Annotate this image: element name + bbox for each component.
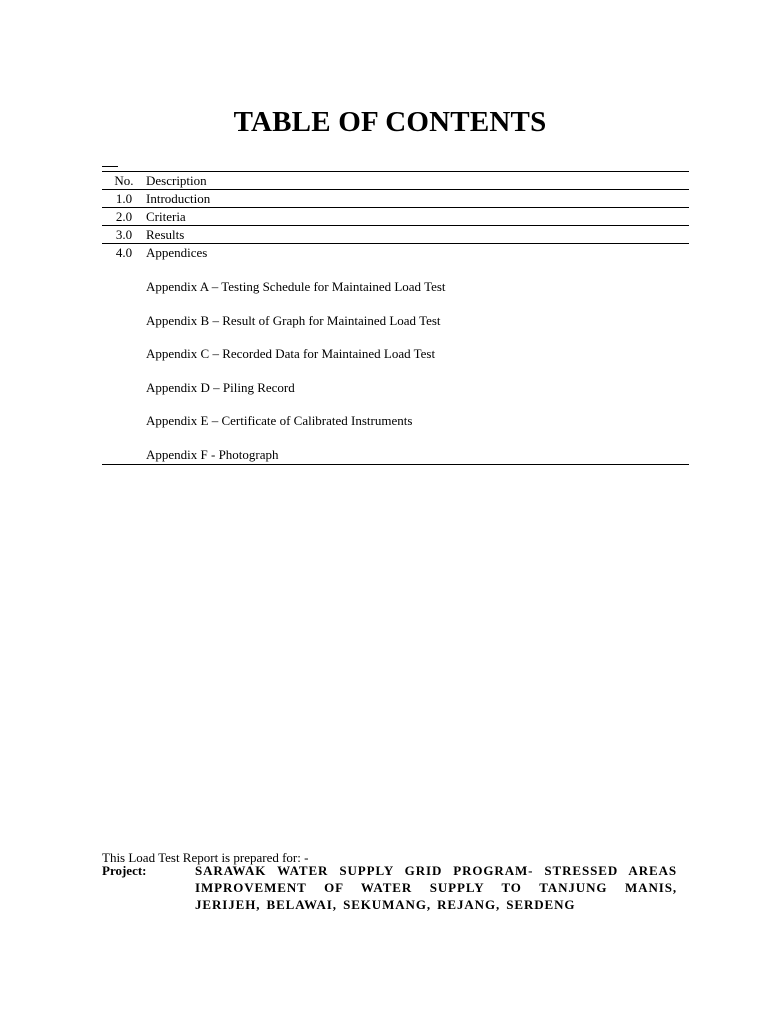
toc-table [102, 171, 689, 465]
toc-row-appendices-cell [146, 244, 689, 465]
table-row [102, 208, 689, 226]
page-title: TABLE OF CONTENTS [233, 106, 547, 138]
appendix-item-f: Appendix F - Photograph [146, 446, 279, 462]
toc-row-description: Introduction [146, 190, 689, 208]
appendix-list [146, 278, 689, 463]
project-line: IMPROVEMENT OF WATER SUPPLY TO TANJUNG MANIS, [195, 880, 677, 895]
toc-row-no: 4.0 [102, 244, 146, 465]
header-rule-mark [102, 166, 118, 167]
appendix-item-c: Appendix C – Recorded Data for Maintained Load Test [146, 346, 436, 361]
toc-header-row [102, 172, 689, 190]
toc-row-description: Criteria [146, 208, 689, 226]
toc-header-description: Description [146, 172, 689, 190]
appendix-item-a: Appendix A – Testing Schedule for Maintained Load Test [146, 279, 446, 294]
project-label: Project: [102, 863, 147, 878]
toc-row-no: 2.0 [102, 208, 146, 226]
project-line: SARAWAK WATER SUPPLY GRID PROGRAM- STRESSED AREAS [195, 863, 677, 878]
toc-row-no: 1.0 [102, 190, 146, 208]
appendix-item-e: Appendix E – Certificate of Calibrated Instruments [146, 413, 413, 428]
project-line: JERIJEH, BELAWAI, SEKUMANG, REJANG, SERDENG [195, 897, 576, 912]
toc-row-no: 3.0 [102, 226, 146, 244]
toc-row-description: Appendices [146, 245, 208, 260]
table-row [102, 244, 689, 465]
table-row [102, 190, 689, 208]
project-description [195, 862, 677, 913]
appendix-item-b: Appendix B – Result of Graph for Maintained Load Test [146, 312, 441, 328]
toc-header-no: No. [102, 172, 146, 190]
appendix-item-d: Appendix D – Piling Record [146, 379, 295, 395]
prepared-for-text: This Load Test Report is prepared for: - [102, 850, 309, 865]
table-row [102, 226, 689, 244]
toc-row-description: Results [146, 226, 689, 244]
